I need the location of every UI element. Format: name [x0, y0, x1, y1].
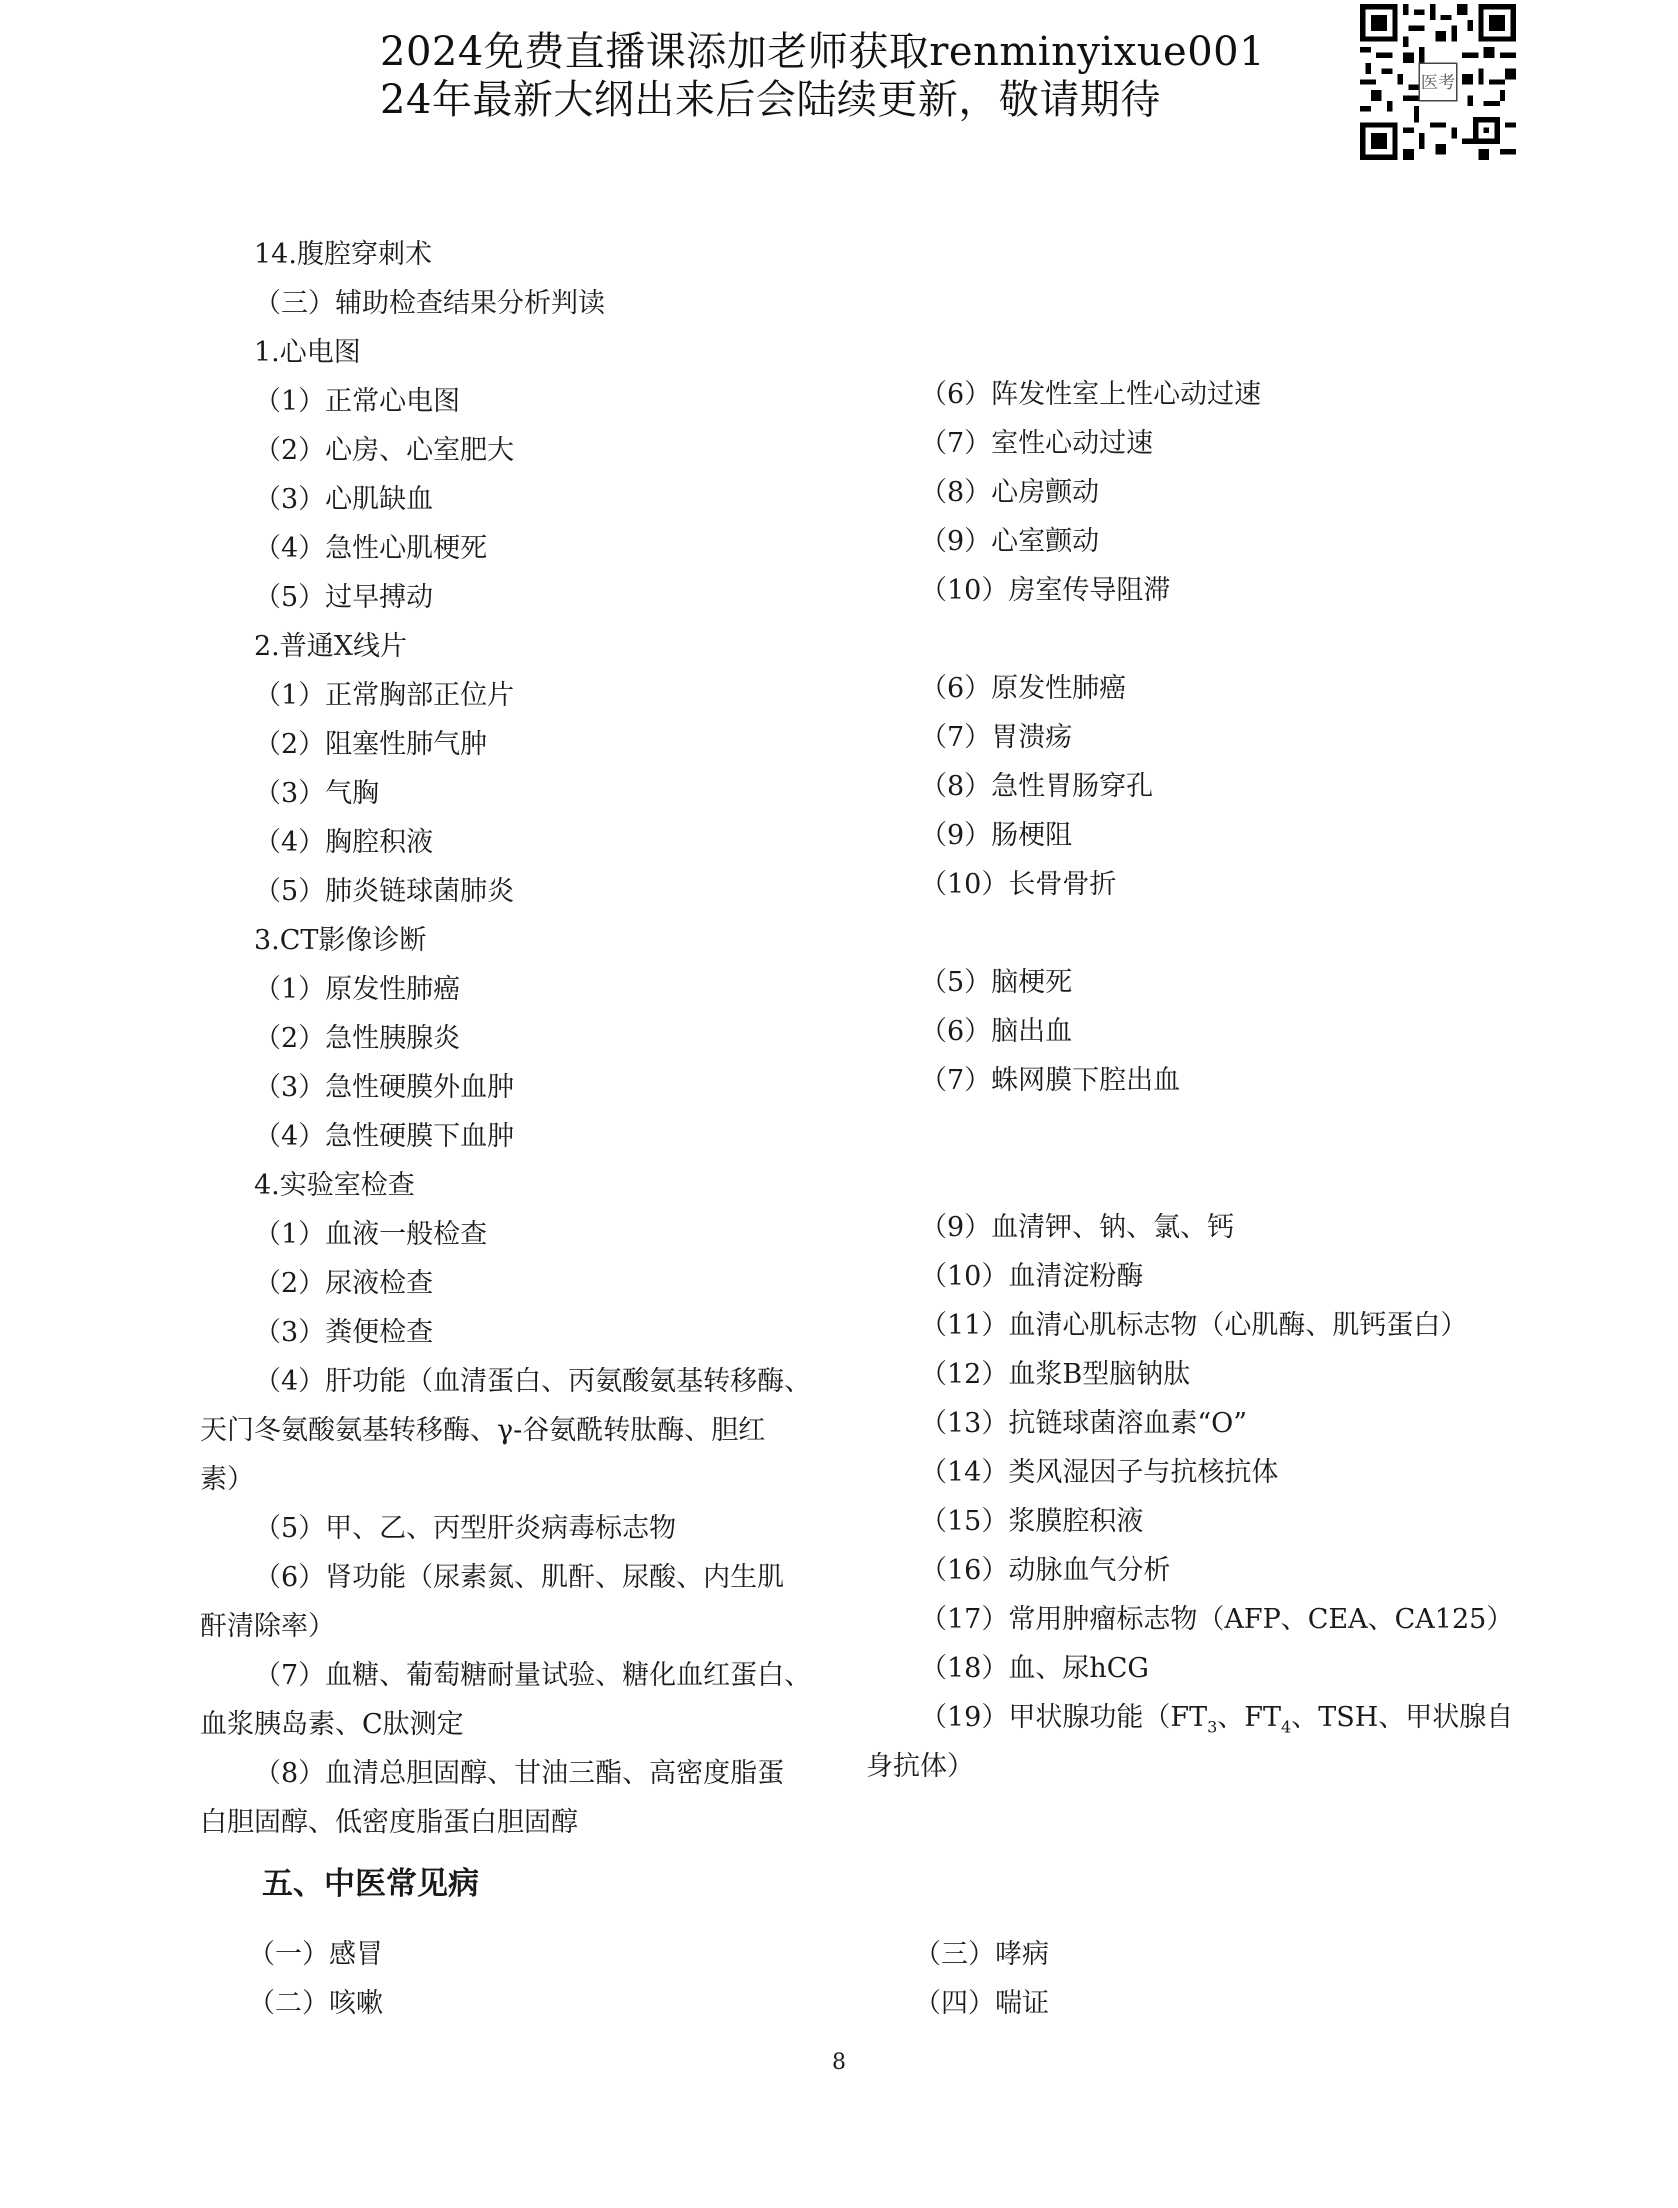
list-item-continued: 天门冬氨酸氨基转移酶、γ-谷氨酰转肽酶、胆红 — [200, 1415, 766, 1446]
list-item-19 — [866, 1693, 1514, 1742]
i19-prefix: （19）甲状腺功能（FT — [920, 1702, 1208, 1733]
list-item: （9）肠梗阻 — [920, 820, 1073, 851]
i19-mid: 、FT — [1217, 1702, 1282, 1733]
list-item: （6）原发性肺癌 — [920, 673, 1127, 704]
list-item: （三）哮病 — [914, 1939, 1049, 1970]
list-item: （5）脑梗死 — [920, 967, 1073, 998]
header-line-2: 24年最新大纲出来后会陆续更新，敬请期待 — [380, 77, 1161, 123]
list-item: （10）房室传导阻滞 — [920, 575, 1171, 606]
list-item: （7）蛛网膜下腔出血 — [920, 1065, 1181, 1096]
list-item: （10）血清淀粉酶 — [920, 1261, 1144, 1292]
list-item: （6）脑出血 — [920, 1016, 1073, 1047]
page-header — [380, 28, 1280, 124]
list-item: （14）类风湿因子与抗核抗体 — [920, 1457, 1279, 1488]
list-item: （四）喘证 — [914, 1988, 1049, 2019]
list-item: （8）急性胃肠穿孔 — [920, 771, 1154, 802]
section-5-right — [914, 1930, 1049, 2028]
qr-badge-text: 医考 — [1420, 72, 1456, 93]
section-5-left — [248, 1930, 383, 2028]
list-item: （3）心肌缺血 — [254, 484, 434, 515]
ecg-title: 1.心电图 — [254, 337, 361, 368]
list-item: （8）心房颤动 — [920, 477, 1100, 508]
list-item: （6）阵发性室上性心动过速 — [920, 379, 1262, 410]
left-column — [200, 230, 850, 1847]
list-item: （16）动脉血气分析 — [920, 1555, 1171, 1586]
list-item-continued: 身抗体） — [866, 1751, 974, 1782]
xray-title: 2.普通X线片 — [254, 631, 407, 662]
list-item: （17）常用肿瘤标志物（AFP、CEA、CA125） — [920, 1604, 1514, 1635]
list-item: （9）心室颤动 — [920, 526, 1100, 557]
list-item: （2）心房、心室肥大 — [254, 435, 515, 466]
list-item: （4）肝功能（血清蛋白、丙氨酸氨基转移酶、 — [254, 1366, 812, 1397]
list-item: （18）血、尿hCG — [920, 1653, 1149, 1684]
list-item: （3）气胸 — [254, 778, 380, 809]
list-item: （4）急性硬膜下血肿 — [254, 1121, 515, 1152]
list-item: （3）粪便检查 — [254, 1317, 434, 1348]
list-item: （5）过早搏动 — [254, 582, 434, 613]
list-item-continued: 白胆固醇、低密度脂蛋白胆固醇 — [200, 1807, 578, 1838]
list-item: （9）血清钾、钠、氯、钙 — [920, 1212, 1235, 1243]
list-item: （2）阻塞性肺气肿 — [254, 729, 488, 760]
list-item: （7）室性心动过速 — [920, 428, 1154, 459]
list-item: （3）急性硬膜外血肿 — [254, 1072, 515, 1103]
list-item: （12）血浆B型脑钠肽 — [920, 1359, 1191, 1390]
list-item: （7）血糖、葡萄糖耐量试验、糖化血红蛋白、 — [254, 1660, 812, 1691]
item-14: 14.腹腔穿刺术 — [254, 239, 432, 270]
list-item-continued: 血浆胰岛素、C肽测定 — [200, 1709, 464, 1740]
list-item: （1）正常胸部正位片 — [254, 680, 515, 711]
list-item: （13）抗链球菌溶血素“O” — [920, 1408, 1248, 1439]
i19-suffix: 、TSH、甲状腺自 — [1291, 1702, 1514, 1733]
list-item: （2）急性胰腺炎 — [254, 1023, 461, 1054]
i19-sub1: 3 — [1207, 1717, 1218, 1737]
list-item-continued: 素） — [200, 1464, 254, 1495]
subsection-3-title: （三）辅助检查结果分析判读 — [254, 288, 605, 319]
list-item: （二）咳嗽 — [248, 1988, 383, 2019]
ct-title: 3.CT影像诊断 — [254, 925, 427, 956]
list-item: （1）原发性肺癌 — [254, 974, 461, 1005]
right-column — [866, 370, 1514, 1791]
list-item: （6）肾功能（尿素氮、肌酐、尿酸、内生肌 — [254, 1562, 785, 1593]
list-item: （10）长骨骨折 — [920, 869, 1117, 900]
list-item: （7）胃溃疡 — [920, 722, 1073, 753]
list-item: （1）血液一般检查 — [254, 1219, 488, 1250]
list-item: （15）浆膜腔积液 — [920, 1506, 1144, 1537]
page-number: 8 — [832, 2050, 846, 2075]
list-item: （4）急性心肌梗死 — [254, 533, 488, 564]
list-item: （5）肺炎链球菌肺炎 — [254, 876, 515, 907]
list-item: （8）血清总胆固醇、甘油三酯、高密度脂蛋 — [254, 1758, 785, 1789]
list-item: （2）尿液检查 — [254, 1268, 434, 1299]
list-item: （5）甲、乙、丙型肝炎病毒标志物 — [254, 1513, 677, 1544]
i19-sub2: 4 — [1281, 1717, 1292, 1737]
list-item: （11）血清心肌标志物（心肌酶、肌钙蛋白） — [920, 1310, 1468, 1341]
list-item: （4）胸腔积液 — [254, 827, 434, 858]
header-line-1: 2024免费直播课添加老师获取renminyixue001 — [380, 29, 1266, 75]
qr-code-icon — [1360, 4, 1516, 160]
list-item: （1）正常心电图 — [254, 386, 461, 417]
list-item: （一）感冒 — [248, 1939, 383, 1970]
list-item-continued: 酐清除率） — [200, 1611, 335, 1642]
lab-title: 4.实验室检查 — [254, 1170, 415, 1201]
section-5-title: 五、中医常见病 — [262, 1866, 479, 1902]
